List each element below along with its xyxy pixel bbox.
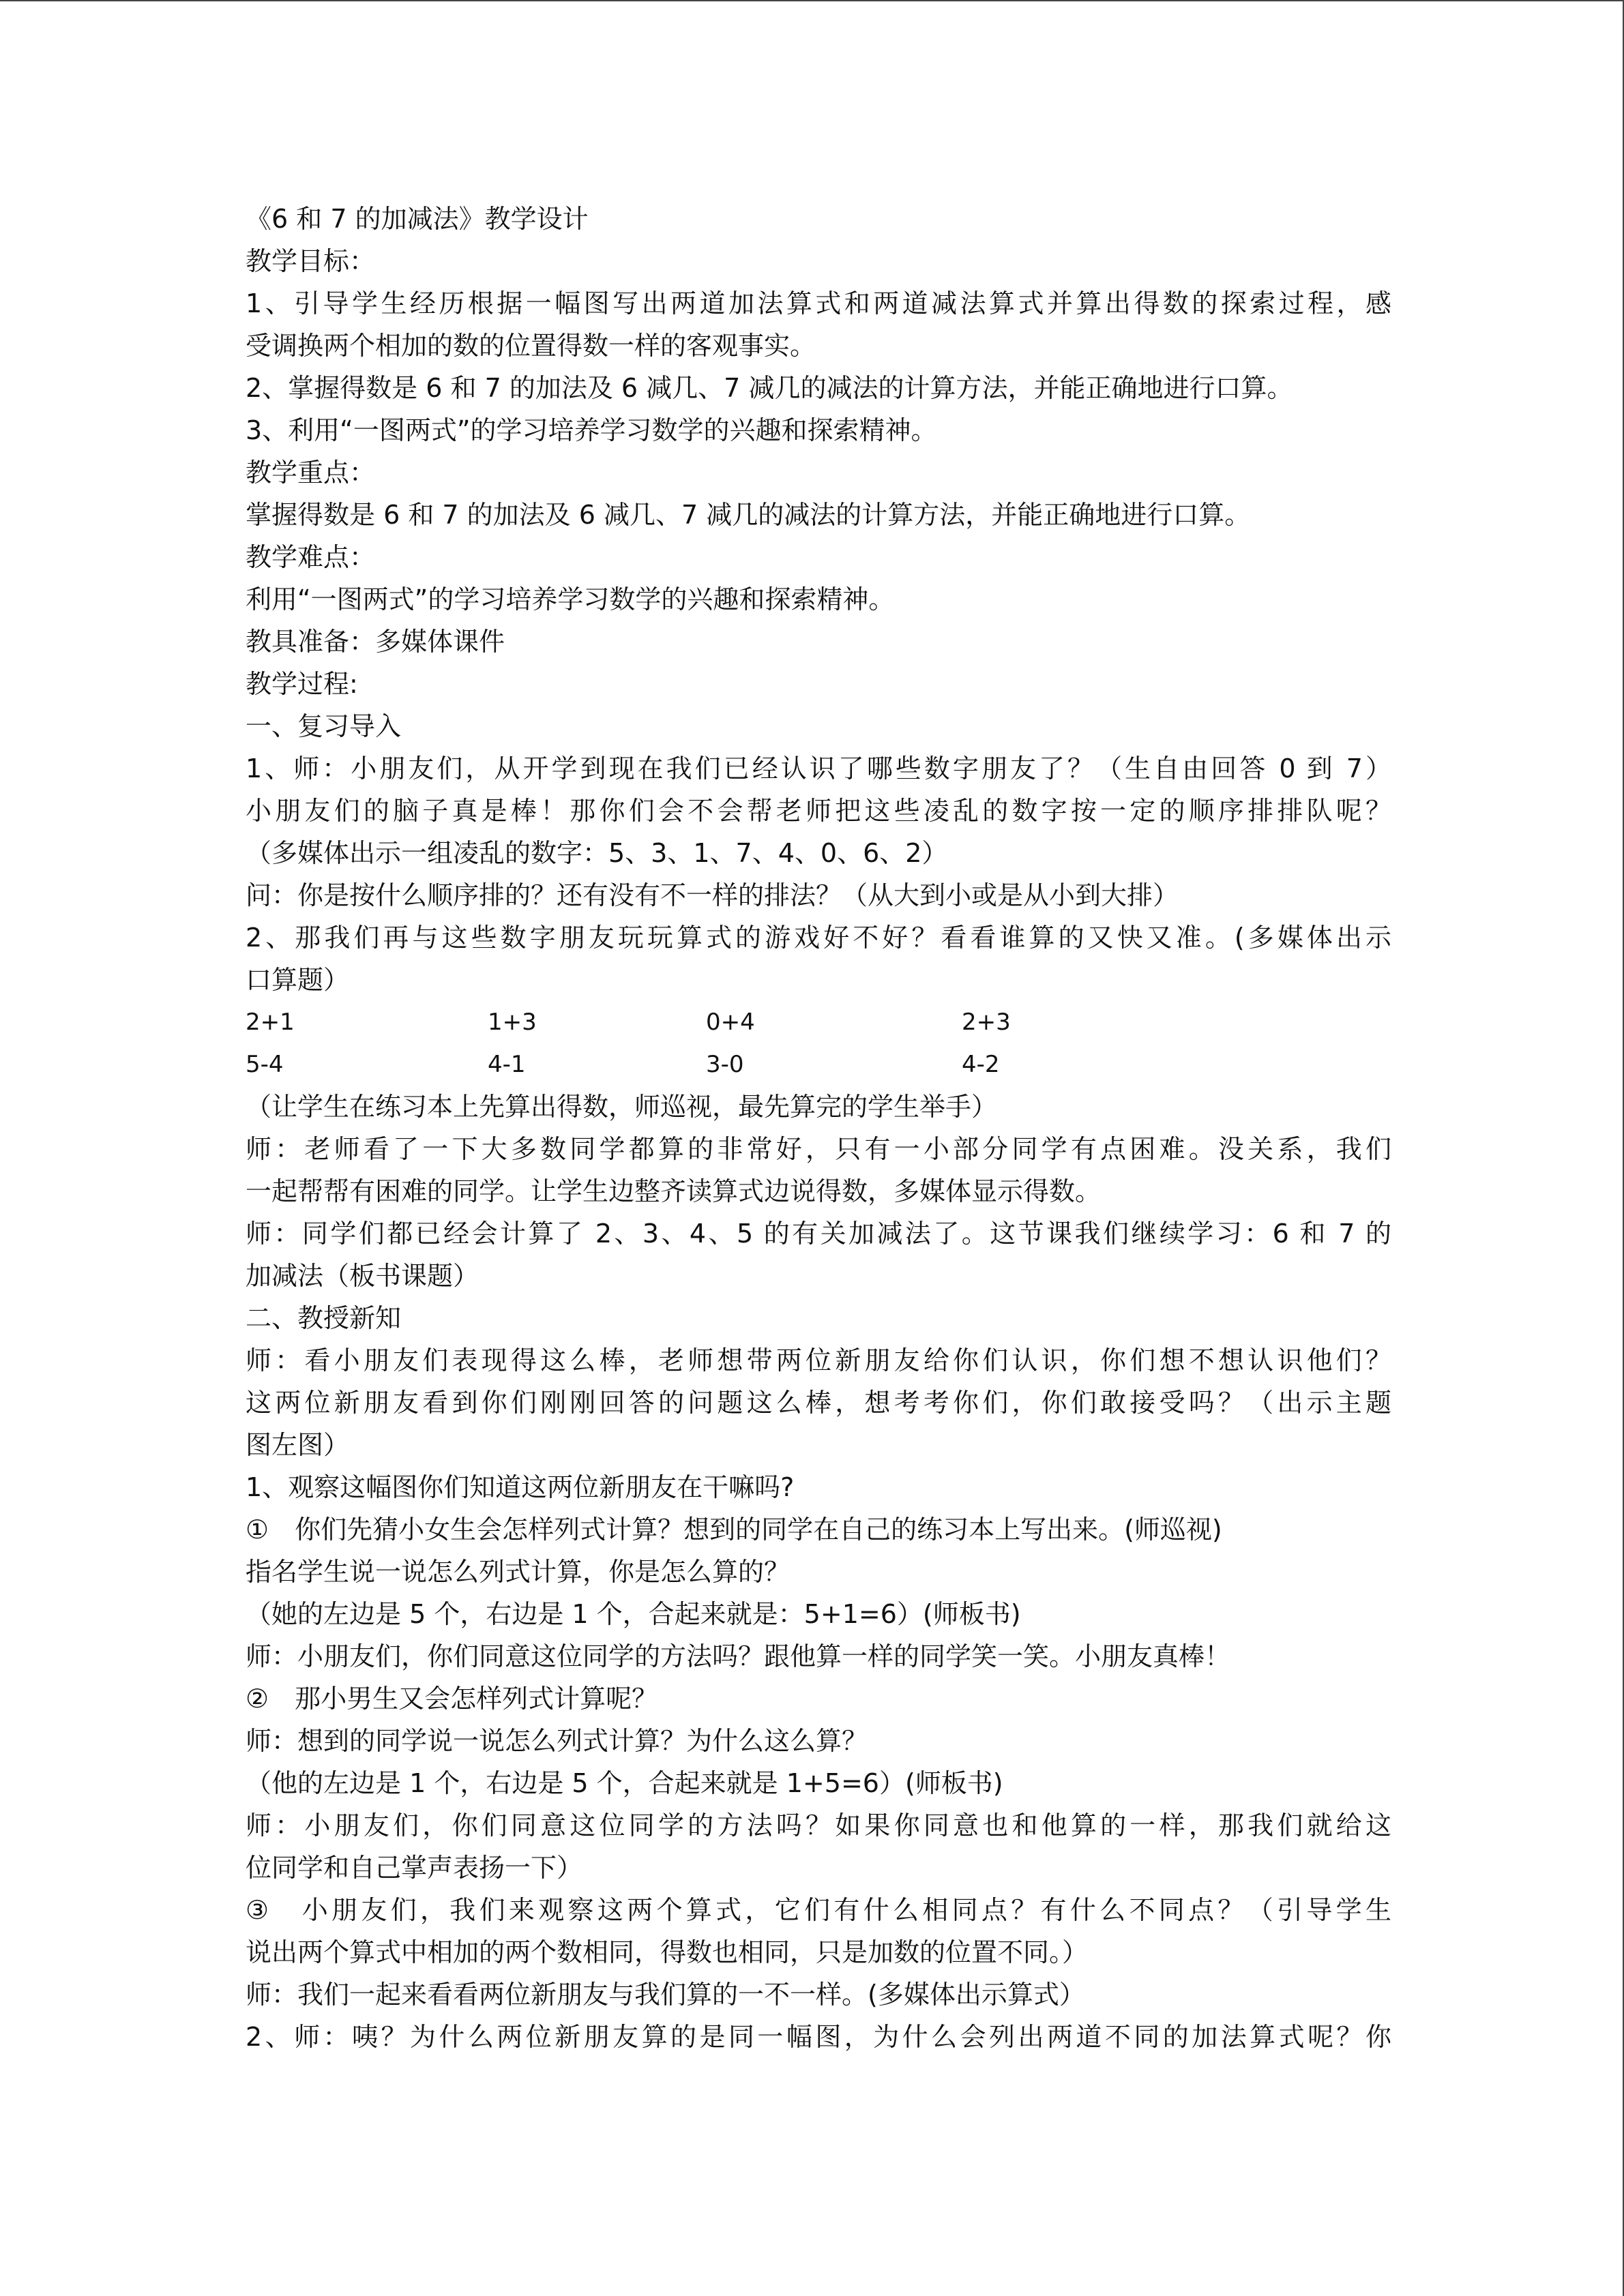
document-title: 《6 和 7 的加减法》教学设计 xyxy=(246,204,589,234)
section-1-paragraph-5-line-1: 师：老师看了一下大多数同学都算的非常好，只有一小部分同学有点困难。没关系，我们 xyxy=(246,1134,1391,1164)
objective-3: 3、利用“一图两式”的学习培养学习数学的兴趣和探索精神。 xyxy=(246,415,937,445)
section-1-paragraph-2: 问：你是按什么顺序排的？还有没有不一样的排法？（从大到小或是从小到大排） xyxy=(246,880,1179,910)
objectives-heading: 教学目标： xyxy=(246,246,376,276)
section-2-paragraph-12: 师：我们一起来看看两位新朋友与我们算的一不一样。(多媒体出示算式） xyxy=(246,1980,1085,2010)
section-1-paragraph-1-line-1: 1、师：小朋友们，从开学到现在我们已经认识了哪些数字朋友了？（生自由回答 0 到 7） xyxy=(246,754,1391,784)
calc-item: 1+3 xyxy=(488,1009,537,1036)
section-2-paragraph-7: ② 那小男生又会怎样列式计算呢？ xyxy=(246,1684,658,1714)
section-1-paragraph-4: （让学生在练习本上先算出得数，师巡视，最先算完的学生举手） xyxy=(246,1092,998,1122)
section-1-paragraph-5-line-2: 一起帮帮有困难的同学。让学生边整齐读算式边说得数，多媒体显示得数。 xyxy=(246,1176,1102,1206)
calc-item: 2+3 xyxy=(962,1009,1011,1036)
section-1-paragraph-3-line-2: 口算题） xyxy=(246,965,350,995)
document-body xyxy=(246,198,1391,2058)
calc-item: 2+1 xyxy=(246,1009,295,1036)
section-2-paragraph-10-line-1: 师：小朋友们，你们同意这位同学的方法吗？如果你同意也和他算的一样，那我们就给这 xyxy=(246,1810,1391,1840)
calc-item: 4-1 xyxy=(488,1051,526,1078)
calc-row-2 xyxy=(246,1043,1391,1086)
difficulties-text: 利用“一图两式”的学习培养学习数学的兴趣和探索精神。 xyxy=(246,584,895,614)
section-2-paragraph-2: 1、观察这幅图你们知道这两位新朋友在干嘛吗? xyxy=(246,1472,795,1502)
section-1-paragraph-6-line-1: 师：同学们都已经会计算了 2、3、4、5 的有关加减法了。这节课我们继续学习：6 和 7 的 xyxy=(246,1219,1391,1249)
section-1-heading: 一、复习导入 xyxy=(246,711,402,741)
section-2-paragraph-8: 师：想到的同学说一说怎么列式计算？为什么这么算？ xyxy=(246,1726,868,1756)
process-heading: 教学过程: xyxy=(246,669,358,699)
section-2-paragraph-13: 2、师：咦？为什么两位新朋友算的是同一幅图，为什么会列出两道不同的加法算式呢？你 xyxy=(246,2022,1391,2052)
key-points-heading: 教学重点： xyxy=(246,458,376,488)
section-2-paragraph-5: （她的左边是 5 个，右边是 1 个，合起来就是：5+1=6）(师板书) xyxy=(246,1599,1021,1629)
key-points-text: 掌握得数是 6 和 7 的加法及 6 减几、7 减几的减法的计算方法，并能正确地进行口算。 xyxy=(246,500,1251,530)
calc-item: 4-2 xyxy=(962,1051,1000,1078)
section-2-paragraph-3: ① 你们先猜小女生会怎样列式计算？想到的同学在自己的练习本上写出来。(师巡视) xyxy=(246,1515,1222,1545)
section-2-paragraph-11-line-2: 说出两个算式中相加的两个数相同，得数也相同，只是加数的位置不同。） xyxy=(246,1937,1089,1967)
section-1-paragraph-1-line-3: （多媒体出示一组凌乱的数字：5、3、1、7、4、0、6、2） xyxy=(246,838,948,868)
section-1-paragraph-1-line-2: 小朋友们的脑子真是棒！那你们会不会帮老师把这些凌乱的数字按一定的顺序排排队呢？ xyxy=(246,796,1391,826)
section-2-paragraph-10-line-2: 位同学和自己掌声表扬一下） xyxy=(246,1853,583,1883)
calc-item: 5-4 xyxy=(246,1051,284,1078)
section-2-paragraph-6: 师：小朋友们，你们同意这位同学的方法吗？跟他算一样的同学笑一笑。小朋友真棒！ xyxy=(246,1641,1231,1671)
objective-1-line-1: 1、引导学生经历根据一幅图写出两道加法算式和两道减法算式并算出得数的探索过程，感 xyxy=(246,288,1391,318)
calc-item: 3-0 xyxy=(706,1051,744,1078)
section-1-paragraph-6-line-2: 加减法（板书课题） xyxy=(246,1261,479,1291)
section-2-paragraph-11-line-1: ③ 小朋友们，我们来观察这两个算式，它们有什么相同点？有什么不同点？（引导学生 xyxy=(246,1895,1391,1925)
objective-2: 2、掌握得数是 6 和 7 的加法及 6 减几、7 减几的减法的计算方法，并能正确地进行口算。 xyxy=(246,373,1293,403)
calc-row-1 xyxy=(246,1001,1391,1043)
section-2-paragraph-1-line-1: 师：看小朋友们表现得这么棒，老师想带两位新朋友给你们认识，你们想不想认识他们？ xyxy=(246,1345,1391,1375)
difficulties-heading: 教学难点： xyxy=(246,542,376,572)
section-2-paragraph-4: 指名学生说一说怎么列式计算，你是怎么算的？ xyxy=(246,1557,791,1587)
materials-text: 教具准备：多媒体课件 xyxy=(246,627,505,657)
objective-1-line-2: 受调换两个相加的数的位置得数一样的客观事实。 xyxy=(246,331,816,361)
section-2-paragraph-1-line-3: 图左图） xyxy=(246,1430,350,1460)
section-2-paragraph-9: （他的左边是 1 个，右边是 5 个，合起来就是 1+5=6）(师板书) xyxy=(246,1768,1003,1798)
section-1-paragraph-3-line-1: 2、那我们再与这些数字朋友玩玩算式的游戏好不好？看看谁算的又快又准。(多媒体出示 xyxy=(246,923,1391,953)
calc-item: 0+4 xyxy=(706,1009,755,1036)
section-2-heading: 二、教授新知 xyxy=(246,1303,402,1333)
section-2-paragraph-1-line-2: 这两位新朋友看到你们刚刚回答的问题这么棒，想考考你们，你们敢接受吗？（出示主题 xyxy=(246,1388,1391,1418)
